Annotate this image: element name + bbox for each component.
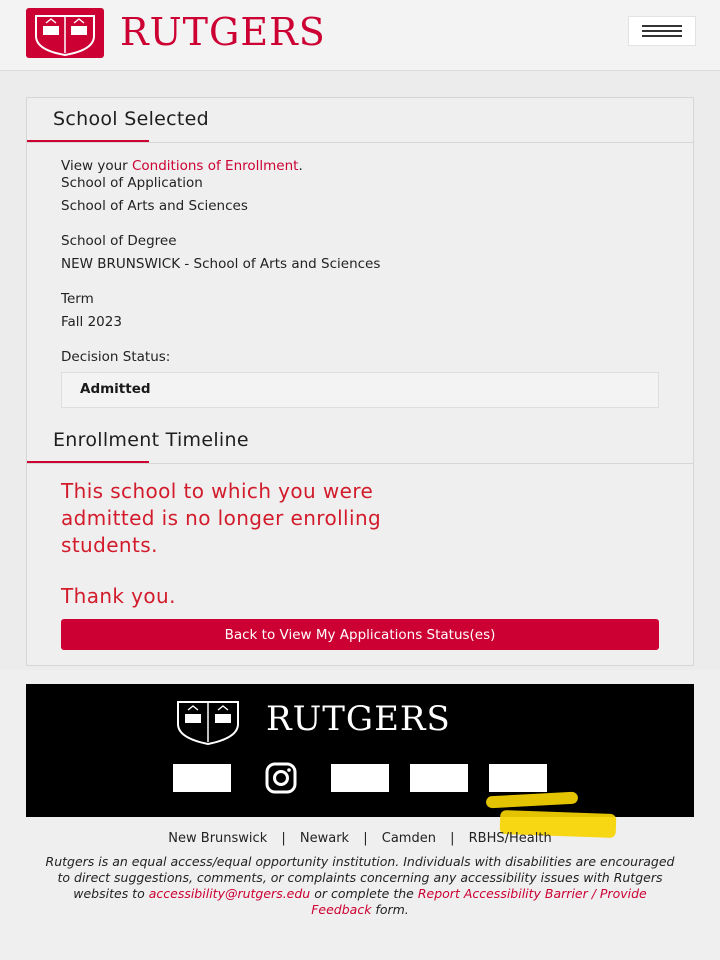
term-label: Term [61, 291, 94, 307]
footer-rutgers-wordmark[interactable]: RUTGERS [266, 699, 451, 739]
site-header [0, 0, 720, 71]
application-status-card [26, 97, 694, 666]
section-divider [27, 463, 693, 464]
campus-link-rbhs-health[interactable]: RBHS/Health [468, 831, 552, 846]
rutgers-shield-icon[interactable] [170, 698, 246, 746]
back-to-applications-button[interactable]: Back to View My Applications Status(es) [61, 619, 659, 650]
enrollment-timeline-title: Enrollment Timeline [53, 429, 249, 451]
social-icon-4[interactable] [410, 764, 468, 792]
legal-text: or complete the [314, 886, 414, 901]
notice-line: admitted is no longer enrolling [61, 506, 382, 530]
conditions-suffix: . [298, 158, 303, 174]
conditions-line [61, 158, 303, 174]
section-divider [27, 142, 693, 143]
decision-status-value: Admitted [80, 381, 151, 397]
decision-status-label: Decision Status: [61, 349, 171, 365]
report-accessibility-barrier-link[interactable]: Report Accessibility Barrier / Provide Feedback [311, 886, 647, 917]
campus-link-new-brunswick[interactable]: New Brunswick [168, 831, 268, 846]
campus-link-newark[interactable]: Newark [299, 831, 350, 846]
school-of-degree-label: School of Degree [61, 233, 177, 249]
notice-line: This school to which you were [61, 479, 374, 503]
conditions-of-enrollment-link[interactable]: Conditions of Enrollment [131, 158, 299, 174]
notice-line: students. [61, 533, 158, 557]
hamburger-menu-icon[interactable] [628, 16, 696, 46]
conditions-prefix: View your [61, 158, 132, 174]
legal-text: Rutgers is an equal access/equal opportunity institution. Individuals with disabilities are encouraged to direct suggestions, comments, or complaints concerning any accessibility issues with Rutgers websites to [45, 854, 675, 901]
school-of-application-label: School of Application [61, 175, 203, 191]
thank-you-text: Thank you. [61, 584, 176, 608]
social-icon-1[interactable] [173, 764, 231, 792]
footer-brand-bar [26, 684, 694, 817]
decision-status-box [61, 372, 659, 408]
social-icon-5[interactable] [489, 764, 547, 792]
rutgers-shield-icon[interactable] [26, 8, 104, 58]
term-value: Fall 2023 [61, 314, 122, 330]
instagram-icon[interactable] [252, 762, 310, 794]
campus-link-camden[interactable]: Camden [381, 831, 436, 846]
social-icon-3[interactable] [331, 764, 389, 792]
legal-text: form. [375, 902, 409, 917]
campus-separator: | [281, 831, 286, 846]
rutgers-wordmark[interactable]: RUTGERS [120, 10, 326, 54]
campus-separator: | [450, 831, 455, 846]
school-of-application-value: School of Arts and Sciences [61, 198, 248, 214]
school-selected-title: School Selected [53, 108, 209, 130]
accessibility-statement [44, 854, 676, 918]
accessibility-email-link[interactable]: accessibility@rutgers.edu [148, 886, 311, 901]
school-of-degree-value: NEW BRUNSWICK - School of Arts and Sciences [61, 256, 381, 272]
enrollment-notice [61, 478, 661, 559]
campus-links [0, 831, 720, 846]
campus-separator: | [363, 831, 368, 846]
